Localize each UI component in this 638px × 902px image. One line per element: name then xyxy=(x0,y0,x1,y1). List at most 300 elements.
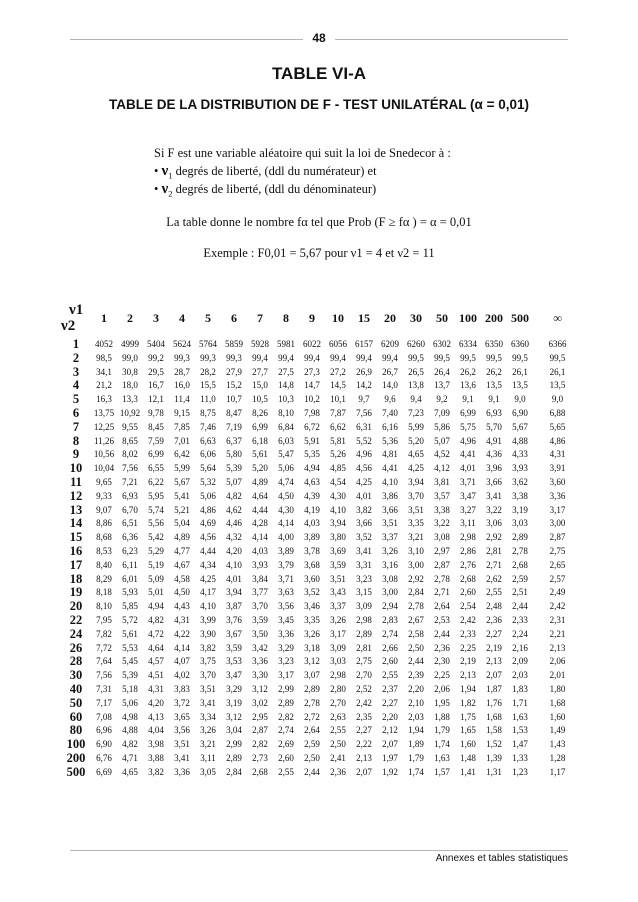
table-cell: 5,04 xyxy=(174,518,190,529)
table-cell: 2,89 xyxy=(356,628,372,639)
table-cell: 4,77 xyxy=(174,545,190,556)
table-cell: 9,6 xyxy=(384,394,396,405)
row-group xyxy=(61,407,582,476)
table-cell: 7,64 xyxy=(96,656,112,667)
table-cell: 2,75 xyxy=(356,656,372,667)
table-cell: 2,84 xyxy=(408,587,424,598)
table-cell: 2,16 xyxy=(512,642,528,653)
table-cell: 1,80 xyxy=(549,683,566,694)
table-row xyxy=(61,752,582,766)
table-cell: 2,27 xyxy=(486,628,502,639)
table-row xyxy=(61,504,582,518)
table-cell: 5,86 xyxy=(434,421,450,432)
table-cell: 2,24 xyxy=(512,628,528,639)
table-cell: 4,22 xyxy=(174,628,190,639)
table-cell: 3,09 xyxy=(356,601,372,612)
table-cell: 5,20 xyxy=(408,435,424,446)
table-cell: 1,74 xyxy=(408,767,424,777)
table-cell: 4,71 xyxy=(122,753,138,763)
intro-bullet-denominator: • $\nu_2$ degrés de liberté, (ddl du dénominateur) xyxy=(154,181,377,199)
table-cell: 4,25 xyxy=(356,476,372,487)
table-cell: 4,02 xyxy=(174,670,190,681)
table-cell: 9,65 xyxy=(96,476,112,487)
table-cell: 5,18 xyxy=(122,683,138,694)
row-label: 40 xyxy=(69,681,83,696)
table-cell: 2,59 xyxy=(304,739,320,750)
table-cell: 6,36 xyxy=(122,532,138,543)
table-cell: 1,68 xyxy=(486,711,502,722)
table-cell: 1,74 xyxy=(434,739,450,750)
page-title: TABLE VI-A xyxy=(271,64,367,83)
table-cell: 26,1 xyxy=(549,366,566,377)
table-cell: 3,67 xyxy=(226,628,242,639)
table-cell: 6,23 xyxy=(122,545,138,556)
table-cell: 5,65 xyxy=(549,421,566,432)
table-cell: 3,87 xyxy=(226,601,242,612)
table-cell: 5,75 xyxy=(460,421,476,432)
table-cell: 3,56 xyxy=(174,725,190,736)
table-cell: 3,41 xyxy=(174,753,190,763)
table-cell: 3,42 xyxy=(252,642,268,653)
row-label: 10 xyxy=(69,461,83,476)
table-cell: 2,50 xyxy=(408,642,424,653)
table-cell: 8,40 xyxy=(96,559,112,570)
table-cell: 2,65 xyxy=(549,559,566,570)
table-cell: 9,0 xyxy=(514,394,526,405)
table-cell: 7,08 xyxy=(96,711,112,722)
table-cell: 4,30 xyxy=(330,490,346,501)
table-cell: 4,32 xyxy=(226,532,242,543)
table-cell: 8,68 xyxy=(96,532,112,543)
table-cell: 4,56 xyxy=(200,532,216,543)
table-cell: 21,2 xyxy=(96,380,112,391)
table-cell: 2,98 xyxy=(330,670,346,681)
table-cell: 2,33 xyxy=(512,614,528,625)
table-row xyxy=(61,669,582,683)
table-cell: 6350 xyxy=(485,339,503,349)
table-cell: 6,18 xyxy=(252,435,268,446)
table-cell: 3,63 xyxy=(278,587,294,598)
table-cell: 6,16 xyxy=(382,421,398,432)
table-cell: 2,60 xyxy=(278,753,294,763)
table-cell: 2,33 xyxy=(460,628,476,639)
table-cell: 4,00 xyxy=(278,532,294,543)
column-header: 30 xyxy=(410,310,422,325)
table-cell: 3,00 xyxy=(549,518,566,529)
table-cell: 27,5 xyxy=(278,366,294,377)
column-header: 50 xyxy=(436,310,448,325)
table-cell: 5,20 xyxy=(252,463,268,474)
table-cell: 3,36 xyxy=(252,656,268,667)
table-cell: 3,03 xyxy=(330,656,346,667)
table-cell: 3,12 xyxy=(226,711,242,722)
table-row xyxy=(61,462,582,476)
table-cell: 6,62 xyxy=(330,421,346,432)
table-cell: 3,41 xyxy=(486,490,502,501)
table-cell: 7,23 xyxy=(408,407,424,418)
table-cell: 2,95 xyxy=(252,711,268,722)
table-cell: 2,07 xyxy=(356,767,372,777)
column-header: 6 xyxy=(231,310,237,325)
table-cell: 2,19 xyxy=(460,656,476,667)
table-cell: 1,88 xyxy=(434,711,450,722)
row-label: 12 xyxy=(69,488,83,503)
table-cell: 26,4 xyxy=(434,366,450,377)
table-cell: 3,84 xyxy=(252,573,268,584)
table-row xyxy=(61,517,582,531)
table-cell: 3,00 xyxy=(408,559,424,570)
table-cell: 2,84 xyxy=(226,767,242,777)
table-cell: 2,81 xyxy=(486,545,502,556)
table-cell: 2,83 xyxy=(382,614,398,625)
table-cell: 4,82 xyxy=(226,490,242,501)
table-cell: 3,21 xyxy=(200,739,216,750)
row-label: 1 xyxy=(72,337,80,351)
table-cell: 3,26 xyxy=(330,614,346,625)
table-cell: 2,97 xyxy=(434,545,450,556)
row-label: 17 xyxy=(69,557,83,572)
table-cell: 3,29 xyxy=(278,642,294,653)
table-cell: 5,39 xyxy=(122,670,138,681)
table-cell: 5,39 xyxy=(226,463,242,474)
table-cell: 2,13 xyxy=(460,670,476,681)
table-cell: 26,9 xyxy=(356,366,372,377)
table-cell: 1,47 xyxy=(512,739,528,750)
table-cell: 3,51 xyxy=(382,518,398,529)
table-cell: 3,46 xyxy=(304,601,320,612)
table-cell: 2,78 xyxy=(512,545,528,556)
table-cell: 1,52 xyxy=(486,739,502,750)
table-cell: 2,01 xyxy=(549,670,566,681)
table-cell: 4,20 xyxy=(148,697,164,708)
table-cell: 4,89 xyxy=(252,476,268,487)
table-cell: 2,66 xyxy=(382,642,398,653)
table-cell: 6,76 xyxy=(96,753,112,763)
table-cell: 4,50 xyxy=(174,587,190,598)
table-row xyxy=(61,724,582,738)
table-cell: 3,82 xyxy=(148,767,164,777)
table-cell: 6,96 xyxy=(96,725,112,736)
table-cell: 4,31 xyxy=(174,614,190,625)
table-cell: 3,12 xyxy=(252,683,268,694)
row-group xyxy=(61,683,582,752)
table-cell: 1,83 xyxy=(512,683,528,694)
table-cell: 6,42 xyxy=(174,449,190,460)
row-group xyxy=(61,752,582,780)
table-cell: 2,89 xyxy=(304,683,320,694)
table-cell: 5,29 xyxy=(148,545,164,556)
table-cell: 3,00 xyxy=(382,587,398,598)
table-cell: 4,10 xyxy=(226,559,242,570)
table-cell: 4,44 xyxy=(252,504,268,515)
table-cell: 13,8 xyxy=(408,380,424,391)
table-cell: 3,05 xyxy=(200,767,216,777)
table-cell: 2,73 xyxy=(252,753,268,763)
table-cell: 2,52 xyxy=(356,683,372,694)
table-row xyxy=(61,711,582,725)
table-cell: 2,78 xyxy=(304,697,320,708)
table-cell: 4,88 xyxy=(512,435,528,446)
example-line: Exemple : F0,01 = 5,67 pour ν1 = 4 et ν2 = 11 xyxy=(203,246,435,260)
table-cell: 2,92 xyxy=(486,532,502,543)
table-cell: 2,50 xyxy=(330,739,346,750)
table-cell: 3,11 xyxy=(460,518,476,529)
table-cell: 1,39 xyxy=(486,753,502,763)
table-row xyxy=(61,683,582,697)
table-row xyxy=(61,697,582,711)
table-cell: 6,69 xyxy=(96,767,112,777)
table-cell: 3,08 xyxy=(434,532,450,543)
table-cell: 6,90 xyxy=(512,407,528,418)
table-cell: 4,86 xyxy=(549,435,566,446)
table-cell: 3,65 xyxy=(174,711,190,722)
row-label: 14 xyxy=(69,516,83,531)
table-cell: 16,3 xyxy=(96,394,112,405)
table-row xyxy=(61,545,582,559)
table-cell: 4,39 xyxy=(304,490,320,501)
table-cell: 3,75 xyxy=(200,656,216,667)
table-cell: 3,29 xyxy=(226,683,242,694)
table-cell: 2,86 xyxy=(460,545,476,556)
table-cell: 6,01 xyxy=(122,573,138,584)
table-cell: 10,04 xyxy=(93,463,115,474)
table-cell: 4,82 xyxy=(122,739,138,750)
table-cell: 18,0 xyxy=(122,380,138,391)
table-cell: 2,72 xyxy=(304,711,320,722)
table-cell: 4,96 xyxy=(356,449,372,460)
table-cell: 2,51 xyxy=(512,587,528,598)
column-header: 10 xyxy=(332,310,344,325)
table-cell: 3,30 xyxy=(252,670,268,681)
table-cell: 9,7 xyxy=(358,394,370,405)
table-cell: 3,36 xyxy=(278,628,294,639)
table-cell: 7,95 xyxy=(96,614,112,625)
row-label: 60 xyxy=(69,709,83,724)
table-cell: 1,57 xyxy=(434,767,450,777)
table-cell: 27,9 xyxy=(226,366,242,377)
table-cell: 6334 xyxy=(459,339,477,349)
table-cell: 12,25 xyxy=(93,421,115,432)
table-cell: 3,90 xyxy=(200,628,216,639)
table-cell: 3,17 xyxy=(330,628,346,639)
row-label: 13 xyxy=(69,502,83,517)
table-row xyxy=(61,559,582,573)
table-cell: 5,21 xyxy=(174,504,190,515)
table-cell: 1,87 xyxy=(486,683,502,694)
table-cell: 3,47 xyxy=(460,490,476,501)
table-cell: 2,63 xyxy=(330,711,346,722)
table-cell: 11,26 xyxy=(94,435,114,446)
table-cell: 4,43 xyxy=(174,601,190,612)
table-cell: 7,87 xyxy=(330,407,346,418)
row-label: 200 xyxy=(66,751,86,765)
table-cell: 99,5 xyxy=(486,352,502,363)
table-cell: 99,3 xyxy=(200,352,216,363)
table-cell: 2,71 xyxy=(434,587,450,598)
table-cell: 4,03 xyxy=(252,545,268,556)
table-cell: 4,98 xyxy=(122,711,138,722)
table-cell: 2,68 xyxy=(252,767,268,777)
table-cell: 1,63 xyxy=(512,711,528,722)
table-cell: 3,23 xyxy=(356,573,372,584)
table-cell: 29,5 xyxy=(148,366,164,377)
table-cell: 4,65 xyxy=(408,449,424,460)
row-label: 18 xyxy=(69,571,83,586)
table-cell: 4,01 xyxy=(226,573,242,584)
table-cell: 1,79 xyxy=(408,753,424,763)
table-cell: 5,95 xyxy=(148,490,164,501)
nu2-symbol: ν xyxy=(161,181,169,197)
table-cell: 2,53 xyxy=(434,614,450,625)
table-cell: 9,1 xyxy=(488,394,500,405)
table-cell: 3,59 xyxy=(252,614,268,625)
table-cell: 4999 xyxy=(121,339,139,349)
table-cell: 2,22 xyxy=(356,739,372,750)
table-cell: 3,52 xyxy=(304,587,320,598)
table-cell: 2,60 xyxy=(460,587,476,598)
table-cell: 4,94 xyxy=(148,601,164,612)
table-cell: 3,09 xyxy=(330,642,346,653)
table-cell: 5,53 xyxy=(122,642,138,653)
table-cell: 2,41 xyxy=(330,753,346,763)
table-cell: 3,76 xyxy=(226,614,242,625)
table-cell: 4,25 xyxy=(200,573,216,584)
table-cell: 4,54 xyxy=(330,476,346,487)
table-cell: 4,30 xyxy=(278,504,294,515)
nu2-label: ν2 xyxy=(61,318,76,334)
table-cell: 10,2 xyxy=(304,394,320,405)
column-header-row xyxy=(61,298,582,338)
table-cell: 6157 xyxy=(355,339,373,349)
table-cell: 7,59 xyxy=(148,435,164,446)
table-cell: 4,04 xyxy=(148,725,164,736)
table-cell: 3,80 xyxy=(330,532,346,543)
table-cell: 4,56 xyxy=(356,463,372,474)
table-cell: 2,78 xyxy=(434,573,450,584)
table-cell: 5,56 xyxy=(148,518,164,529)
table-cell: 6,55 xyxy=(148,463,164,474)
row-group xyxy=(61,338,582,407)
table-cell: 1,94 xyxy=(408,725,424,736)
table-cell: 3,71 xyxy=(460,476,476,487)
table-cell: 3,03 xyxy=(512,518,528,529)
table-cell: 9,33 xyxy=(96,490,112,501)
table-cell: 3,50 xyxy=(252,628,268,639)
table-row xyxy=(61,435,582,449)
table-cell: 9,07 xyxy=(96,504,112,515)
table-cell: 3,22 xyxy=(486,504,502,515)
table-cell: 1,65 xyxy=(460,725,476,736)
table-cell: 13,5 xyxy=(512,380,528,391)
table-cell: 2,36 xyxy=(434,642,450,653)
table-cell: 5,36 xyxy=(382,435,398,446)
table-cell: 14,2 xyxy=(356,380,372,391)
table-cell: 5764 xyxy=(199,339,217,349)
table-cell: 5,99 xyxy=(408,421,424,432)
table-cell: 3,94 xyxy=(226,587,242,598)
table-cell: 8,45 xyxy=(148,421,164,432)
table-cell: 2,13 xyxy=(549,642,566,653)
table-cell: 1,82 xyxy=(460,697,476,708)
table-cell: 5,42 xyxy=(148,532,164,543)
table-cell: 4,64 xyxy=(148,642,164,653)
table-cell: 15,0 xyxy=(252,380,268,391)
table-cell: 3,19 xyxy=(226,697,242,708)
row-label: 4 xyxy=(72,378,80,393)
table-cell: 2,74 xyxy=(382,628,398,639)
table-cell: 4,64 xyxy=(252,490,268,501)
table-cell: 2,48 xyxy=(486,601,502,612)
table-cell: 3,21 xyxy=(408,532,424,543)
column-header: 100 xyxy=(459,310,477,325)
table-cell: 3,93 xyxy=(252,559,268,570)
table-cell: 3,26 xyxy=(200,725,216,736)
column-header: 500 xyxy=(511,310,529,325)
table-cell: 2,44 xyxy=(408,656,424,667)
table-row xyxy=(61,338,582,352)
table-cell: 3,94 xyxy=(330,518,346,529)
table-cell: 3,52 xyxy=(356,532,372,543)
table-cell: 4,74 xyxy=(278,476,294,487)
table-cell: 5,93 xyxy=(122,587,138,598)
table-cell: 26,1 xyxy=(512,366,528,377)
table-cell: 6,70 xyxy=(122,504,138,515)
definition-line: La table donne le nombre fα tel que Prob (F ≥ fα ) = α = 0,01 xyxy=(166,215,472,229)
table-cell: 16,0 xyxy=(174,380,190,391)
row-label: 7 xyxy=(72,419,80,434)
table-cell: 3,81 xyxy=(434,476,450,487)
table-cell: 2,55 xyxy=(278,767,294,777)
table-cell: 8,86 xyxy=(96,518,112,529)
table-cell: 6,22 xyxy=(148,476,164,487)
table-cell: 1,60 xyxy=(549,711,566,722)
table-cell: 13,5 xyxy=(486,380,502,391)
table-cell: 5624 xyxy=(173,339,191,349)
table-cell: 1,53 xyxy=(512,725,528,736)
table-cell: 3,59 xyxy=(226,642,242,653)
table-cell: 3,77 xyxy=(252,587,268,598)
table-cell: 5928 xyxy=(251,339,269,349)
table-cell: 8,53 xyxy=(96,545,112,556)
table-cell: 3,38 xyxy=(512,490,528,501)
table-cell: 1,63 xyxy=(434,753,450,763)
table-cell: 9,55 xyxy=(122,421,138,432)
table-cell: 5,91 xyxy=(304,435,320,446)
table-cell: 7,21 xyxy=(122,476,138,487)
table-cell: 11,0 xyxy=(200,394,216,405)
table-cell: 3,62 xyxy=(512,476,528,487)
table-cell: 5,07 xyxy=(226,476,242,487)
table-cell: 7,01 xyxy=(174,435,190,446)
table-cell: 2,82 xyxy=(278,711,294,722)
table-cell: 3,08 xyxy=(382,573,398,584)
column-header: 3 xyxy=(153,310,159,325)
row-label: 3 xyxy=(72,364,80,379)
table-cell: 12,1 xyxy=(148,394,164,405)
table-cell: 3,69 xyxy=(330,545,346,556)
table-cell: 3,35 xyxy=(408,518,424,529)
table-cell: 10,1 xyxy=(330,394,346,405)
table-cell: 4,57 xyxy=(148,656,164,667)
table-cell: 3,89 xyxy=(278,545,294,556)
table-cell: 4,44 xyxy=(200,545,216,556)
table-cell: 7,98 xyxy=(304,407,320,418)
row-label: 50 xyxy=(69,695,83,710)
table-cell: 34,1 xyxy=(96,366,112,377)
table-cell: 14,8 xyxy=(278,380,294,391)
table-cell: 3,43 xyxy=(330,587,346,598)
table-cell: 28,7 xyxy=(174,366,190,377)
